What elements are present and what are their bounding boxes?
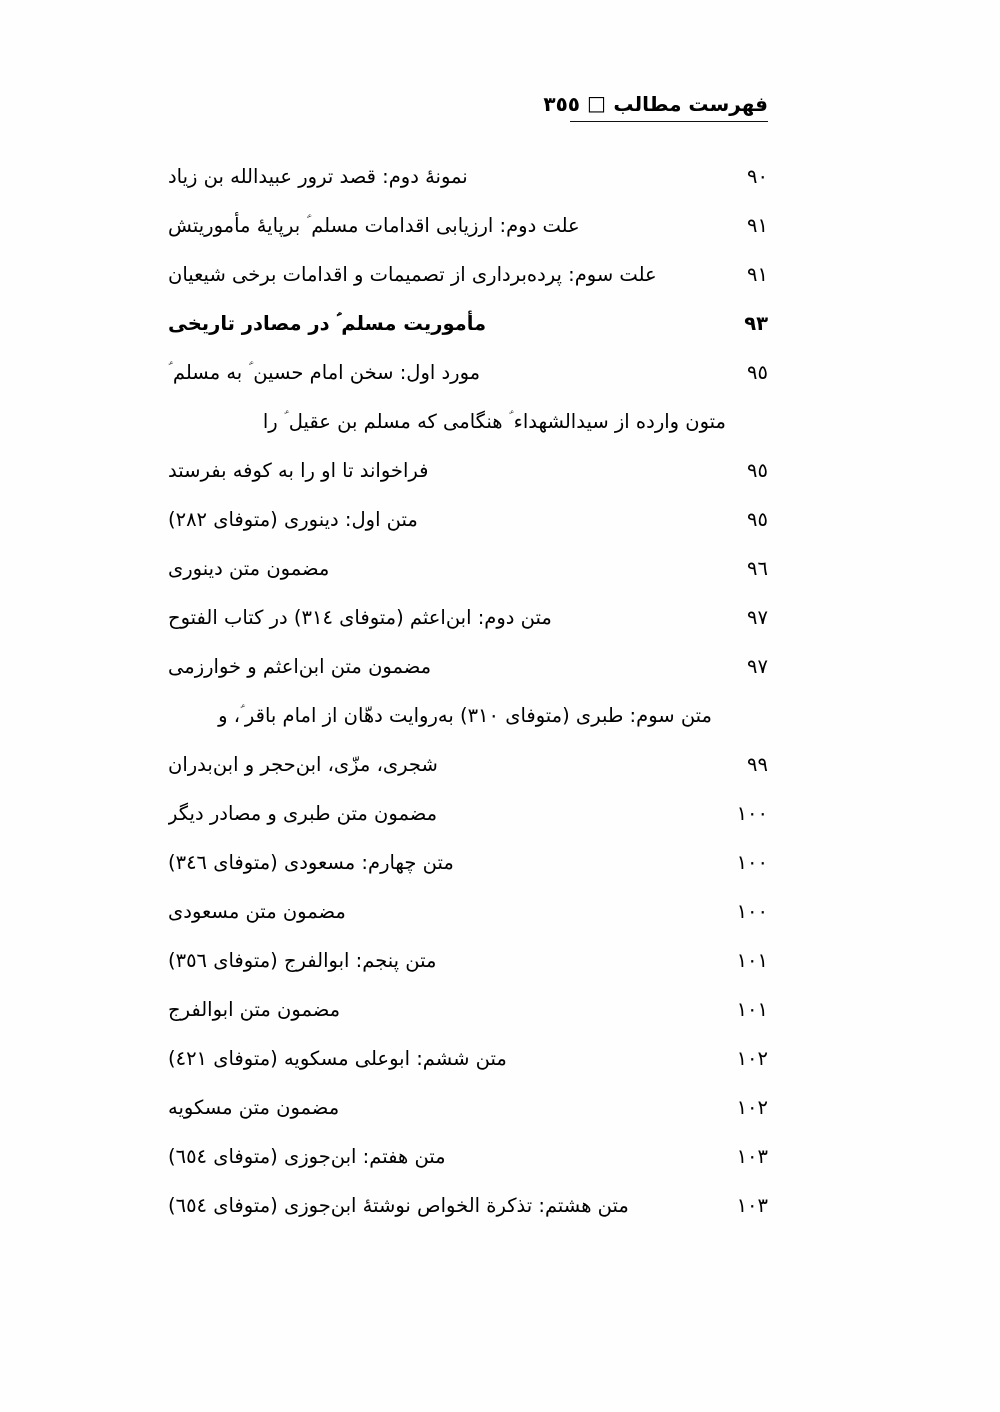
toc-entry-page-number: ١٠٣: [736, 1145, 768, 1168]
toc-entry[interactable]: [168, 250, 768, 299]
header-title: فهرست مطالب: [613, 92, 768, 116]
toc-entry-page-number: ١٠٣: [736, 1194, 768, 1217]
toc-entry[interactable]: [168, 789, 768, 838]
toc-entry[interactable]: [168, 985, 768, 1034]
dot-leader: [334, 556, 740, 576]
toc-entry[interactable]: [168, 1181, 768, 1230]
toc-entry-title: مضمون متن مسعودی: [168, 900, 346, 923]
toc-entry-line: [168, 250, 768, 299]
dot-leader: [442, 801, 730, 821]
toc-entry-line: [168, 593, 768, 642]
toc-entry-page-number: ١٠٠: [736, 851, 768, 874]
dot-leader: [433, 458, 740, 478]
toc-entry-line: [168, 789, 768, 838]
toc-entry-page-number: ٩٠: [747, 165, 768, 188]
dot-leader: [585, 213, 740, 233]
toc-entry-line: [168, 446, 768, 495]
toc-entry[interactable]: [168, 348, 768, 397]
toc-entry[interactable]: [168, 887, 768, 936]
toc-entry-title: مضمون متن مسکویه: [168, 1096, 340, 1119]
dot-leader: [436, 654, 740, 674]
dot-leader: [344, 1095, 729, 1115]
toc-entry-line: [168, 1181, 768, 1230]
toc-entry-page-number: ١٠٢: [736, 1096, 768, 1119]
toc-entry-page-number: ٩٧: [747, 606, 768, 629]
toc-entry-title: متن پنجم: ابوالفرج (متوفای ٣٥٦): [168, 949, 437, 972]
toc-entry-line: [168, 544, 768, 593]
dot-leader: [491, 311, 737, 331]
toc-entry[interactable]: [168, 642, 768, 691]
dot-leader: [634, 1193, 730, 1213]
toc-entry[interactable]: [168, 299, 768, 348]
header-line: [543, 91, 768, 116]
toc-entry-line: [168, 1083, 768, 1132]
dot-leader: [351, 899, 730, 919]
toc-entry-page-number: ١٠٠: [736, 802, 768, 825]
toc-entry-title: مضمون متن طبری و مصادر دیگر: [168, 802, 438, 825]
toc-entry-title: متن هفتم: ابن‌جوزی (متوفای ٦٥٤): [168, 1145, 446, 1168]
toc-entry[interactable]: [168, 201, 768, 250]
toc-entry-page-number: ٩٥: [747, 459, 768, 482]
toc-entry-page-number: ١٠٠: [736, 900, 768, 923]
toc-entry-title: متن اول: دینوری (متوفای ٢٨٢): [168, 508, 418, 531]
toc-entry-page-number: ٩٥: [747, 361, 768, 384]
dot-leader: [662, 262, 740, 282]
toc-entry-page-number: ٩٦: [747, 557, 768, 580]
dot-leader: [459, 850, 730, 870]
toc-entry-line: [168, 495, 768, 544]
toc-entry-title: متن دوم: ابن‌اعثم (متوفای ٣١٤) در کتاب الفتوح: [168, 606, 552, 629]
toc-entry-title: مأموریت مسلم ؑ در مصادر تاریخی: [168, 312, 487, 335]
toc-entry-page-number: ١٠١: [736, 998, 768, 1021]
toc-entry-title: مضمون متن ابوالفرج: [168, 998, 341, 1021]
toc-entry[interactable]: [168, 1083, 768, 1132]
toc-entry[interactable]: [168, 838, 768, 887]
toc-entry-title: علت دوم: ارزیابی اقدامات مسلم ؑ برپایهٔ مأموریتش: [168, 214, 580, 237]
dot-leader: [512, 1046, 730, 1066]
toc-entry-page-number: ١٠١: [736, 949, 768, 972]
toc-entry-line: [168, 838, 768, 887]
toc-list: [168, 152, 768, 1230]
toc-entry-page-number: ١٠٢: [736, 1047, 768, 1070]
toc-entry-title: مورد اول: سخن امام حسین ؑ به مسلم ؑ: [168, 361, 481, 384]
toc-entry-title: نمونهٔ دوم: قصد ترور عبیدالله بن زیاد: [168, 165, 468, 188]
header-square-icon: □: [586, 91, 607, 115]
toc-entry-line: [168, 1034, 768, 1083]
toc-entry-title: فراخواند تا او را به کوفه بفرستد: [168, 459, 429, 482]
toc-entry-title: مضمون متن ابن‌اعثم و خوارزمی: [168, 655, 432, 678]
dot-leader: [441, 948, 729, 968]
toc-entry[interactable]: [168, 1132, 768, 1181]
toc-entry-title: متن ششم: ابوعلی مسکویه (متوفای ٤٢١): [168, 1047, 507, 1070]
toc-entry[interactable]: [168, 691, 768, 789]
dot-leader: [345, 997, 729, 1017]
toc-entry-line: [168, 1132, 768, 1181]
toc-entry-title: متن چهارم: مسعودی (متوفای ٣٤٦): [168, 851, 454, 874]
toc-entry-title: مضمون متن دینوری: [168, 557, 330, 580]
dot-leader: [423, 507, 740, 527]
toc-entry[interactable]: [168, 544, 768, 593]
toc-entry-line: [168, 936, 768, 985]
toc-entry[interactable]: [168, 397, 768, 495]
header-rule: [570, 121, 768, 122]
toc-entry-line-wrapped: [112, 691, 768, 740]
toc-entry-page-number: ٩١: [747, 263, 768, 286]
toc-entry-line: [168, 740, 768, 789]
dot-leader: [557, 605, 740, 625]
toc-entry-page-number: ٩٧: [747, 655, 768, 678]
toc-entry-title: شجری، مزّی، ابن‌حجر و ابن‌بدران: [168, 753, 438, 776]
toc-entry-line: [168, 299, 768, 348]
toc-entry[interactable]: [168, 936, 768, 985]
toc-entry-title: متون وارده از سیدالشهداء ؑ هنگامی که مسلم بن عقیل ؑ را: [262, 410, 726, 433]
toc-entry-line: [168, 152, 768, 201]
toc-entry-title: متن هشتم: تذکرة الخواص نوشتهٔ ابن‌جوزی (متوفای ٦٥٤): [168, 1194, 629, 1217]
toc-entry[interactable]: [168, 593, 768, 642]
toc-entry-title: علت سوم: پرده‌برداری از تصمیمات و اقدامات برخی شیعیان: [168, 263, 657, 286]
toc-entry-line-wrapped: [126, 397, 768, 446]
toc-entry-line: [168, 642, 768, 691]
toc-entry-page-number: ٩٩: [747, 753, 768, 776]
dot-leader: [473, 164, 740, 184]
toc-entry-page-number: ٩٥: [747, 508, 768, 531]
toc-entry-page-number: ٩١: [747, 214, 768, 237]
toc-entry-line: [168, 348, 768, 397]
toc-entry-title: متن سوم: طبری (متوفای ٣١٠) به‌روایت دهّان از امام باقر ؑ، و: [218, 704, 712, 727]
dot-leader: [485, 360, 740, 380]
toc-entry-page-number: ٩٣: [744, 312, 768, 335]
toc-entry[interactable]: [168, 1034, 768, 1083]
toc-entry[interactable]: [168, 152, 768, 201]
dot-leader: [451, 1144, 730, 1164]
header-page-number: ٣٥٥: [543, 92, 580, 116]
toc-entry-line: [168, 887, 768, 936]
toc-entry[interactable]: [168, 495, 768, 544]
toc-entry-line: [168, 201, 768, 250]
running-header: [543, 91, 768, 122]
toc-entry-line: [168, 985, 768, 1034]
dot-leader: [443, 752, 740, 772]
